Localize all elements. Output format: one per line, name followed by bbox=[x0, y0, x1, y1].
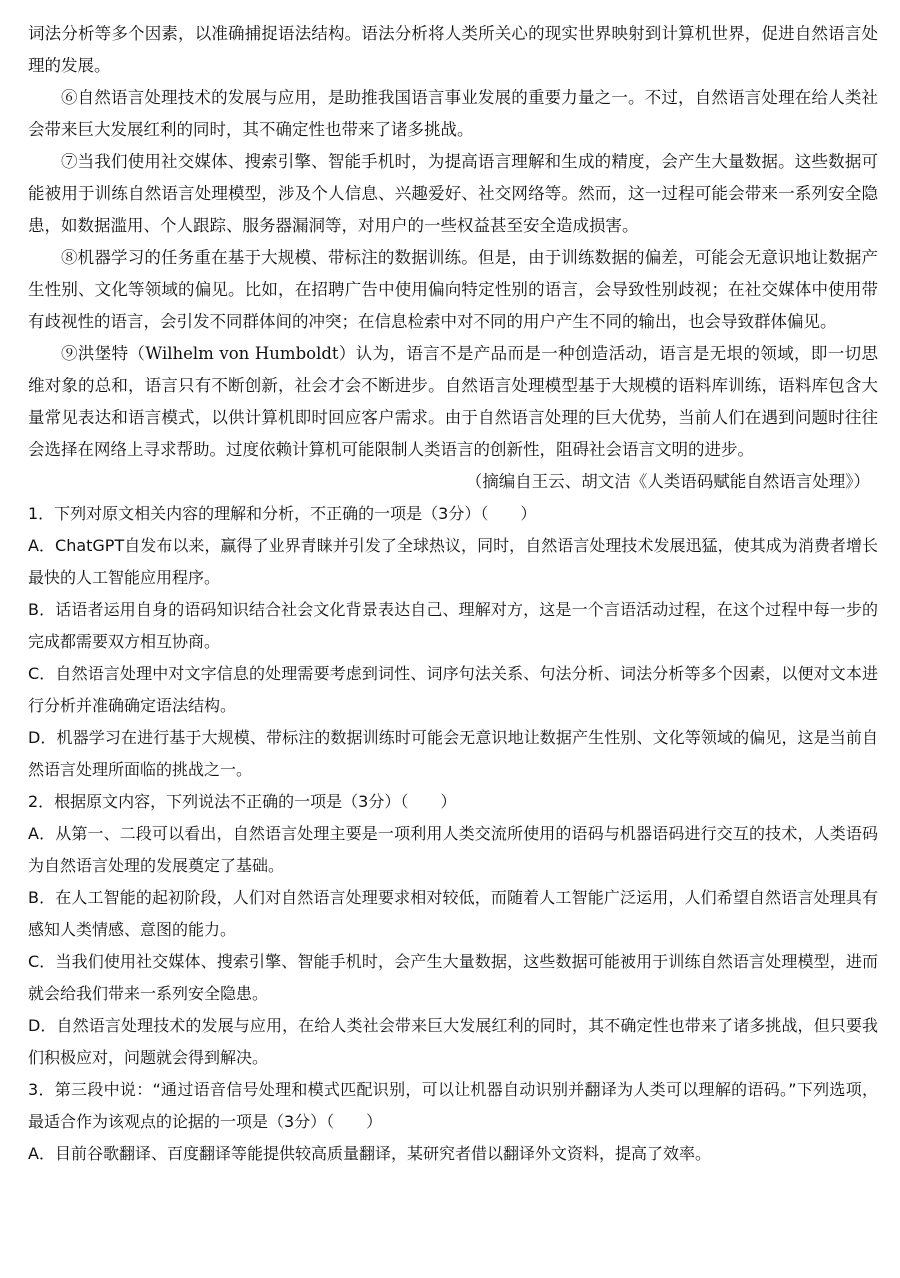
option-b: B．话语者运用自身的语码知识结合社会文化背景表达自己、理解对方，这是一个言语活动过程，在这个过程中每一步的完成都需要双方相互协商。 bbox=[28, 600, 878, 651]
question-stem: 3．第三段中说：“通过语音信号处理和模式匹配识别，可以让机器自动识别并翻译为人类可以理解的语码。”下列选项，最适合作为该观点的论据的一项是（3分）（ ） bbox=[28, 1080, 878, 1131]
option-c: C．自然语言处理中对文字信息的处理需要考虑到词性、词序句法关系、句法分析、词法分析等多个因素，以便对文本进行分析并准确确定语法结构。 bbox=[28, 664, 878, 715]
passage-paragraph-5-tail: 词法分析等多个因素，以准确捕捉语法结构。语法分析将人类所关心的现实世界映射到计算机世界，促进自然语言处理的发展。 bbox=[28, 24, 878, 75]
option-a: A．ChatGPT自发布以来，赢得了业界青睐并引发了全球热议，同时，自然语言处理技术发展迅猛，使其成为消费者增长最快的人工智能应用程序。 bbox=[28, 536, 878, 587]
question-stem: 2．根据原文内容，下列说法不正确的一项是（3分）（ ） bbox=[28, 792, 457, 811]
option-d: D．自然语言处理技术的发展与应用，在给人类社会带来巨大发展红利的同时，其不确定性也带来了诸多挑战，但只要我们积极应对，问题就会得到解决。 bbox=[28, 1016, 878, 1067]
option-d: D．机器学习在进行基于大规模、带标注的数据训练时可能会无意识地让数据产生性别、文化等领域的偏见，这是当前自然语言处理所面临的挑战之一。 bbox=[28, 728, 878, 779]
question-3 bbox=[28, 1074, 878, 1170]
option-a: A．从第一、二段可以看出，自然语言处理主要是一项利用人类交流所使用的语码与机器语码进行交互的技术，人类语码为自然语言处理的发展奠定了基础。 bbox=[28, 824, 878, 875]
passage-source: （摘编自王云、胡文洁《人类语码赋能自然语言处理》） bbox=[465, 472, 870, 491]
passage-paragraph-7: ⑦当我们使用社交媒体、搜索引擎、智能手机时，为提高语言理解和生成的精度，会产生大量数据。这些数据可能被用于训练自然语言处理模型，涉及个人信息、兴趣爱好、社交网络等。然而，这一过程可能会带来一系列安全隐患，如数据滥用、个人跟踪、服务器漏洞等，对用户的一些权益甚至安全造成损害。 bbox=[28, 152, 878, 235]
passage-paragraph-8: ⑧机器学习的任务重在基于大规模、带标注的数据训练。但是，由于训练数据的偏差，可能会无意识地让数据产生性别、文化等领域的偏见。比如，在招聘广告中使用偏向特定性别的语言，会导致性别歧视；在社交媒体中使用带有歧视性的语言，会引发不同群体间的冲突；在信息检索中对不同的用户产生不同的输出，也会导致群体偏见。 bbox=[28, 248, 878, 331]
option-a: A．目前谷歌翻译、百度翻译等能提供较高质量翻译，某研究者借以翻译外文资料，提高了效率。 bbox=[28, 1144, 711, 1163]
passage-paragraph-6: ⑥自然语言处理技术的发展与应用，是助推我国语言事业发展的重要力量之一。不过，自然语言处理在给人类社会带来巨大发展红利的同时，其不确定性也带来了诸多挑战。 bbox=[28, 88, 878, 139]
question-1 bbox=[28, 498, 878, 786]
option-c: C．当我们使用社交媒体、搜索引擎、智能手机时，会产生大量数据，这些数据可能被用于训练自然语言处理模型，进而就会给我们带来一系列安全隐患。 bbox=[28, 952, 878, 1003]
question-stem: 1．下列对原文相关内容的理解和分析，不正确的一项是（3分）（ ） bbox=[28, 504, 537, 523]
option-b: B．在人工智能的起初阶段，人们对自然语言处理要求相对较低，而随着人工智能广泛运用，人们希望自然语言处理具有感知人类情感、意图的能力。 bbox=[28, 888, 878, 939]
question-2 bbox=[28, 786, 878, 1074]
passage-paragraph-9: ⑨洪堡特（Wilhelm von Humboldt）认为，语言不是产品而是一种创造活动，语言是无垠的领域，即一切思维对象的总和，语言只有不断创新，社会才会不断进步。自然语言处理模型基于大规模的语料库训练，语料库包含大量常见表达和语言模式，以供计算机即时回应客户需求。由于自然语言处理的巨大优势，当前人们在遇到问题时往往会选择在网络上寻求帮助。过度依赖计算机可能限制人类语言的创新性，阻碍社会语言文明的进步。 bbox=[28, 344, 878, 459]
